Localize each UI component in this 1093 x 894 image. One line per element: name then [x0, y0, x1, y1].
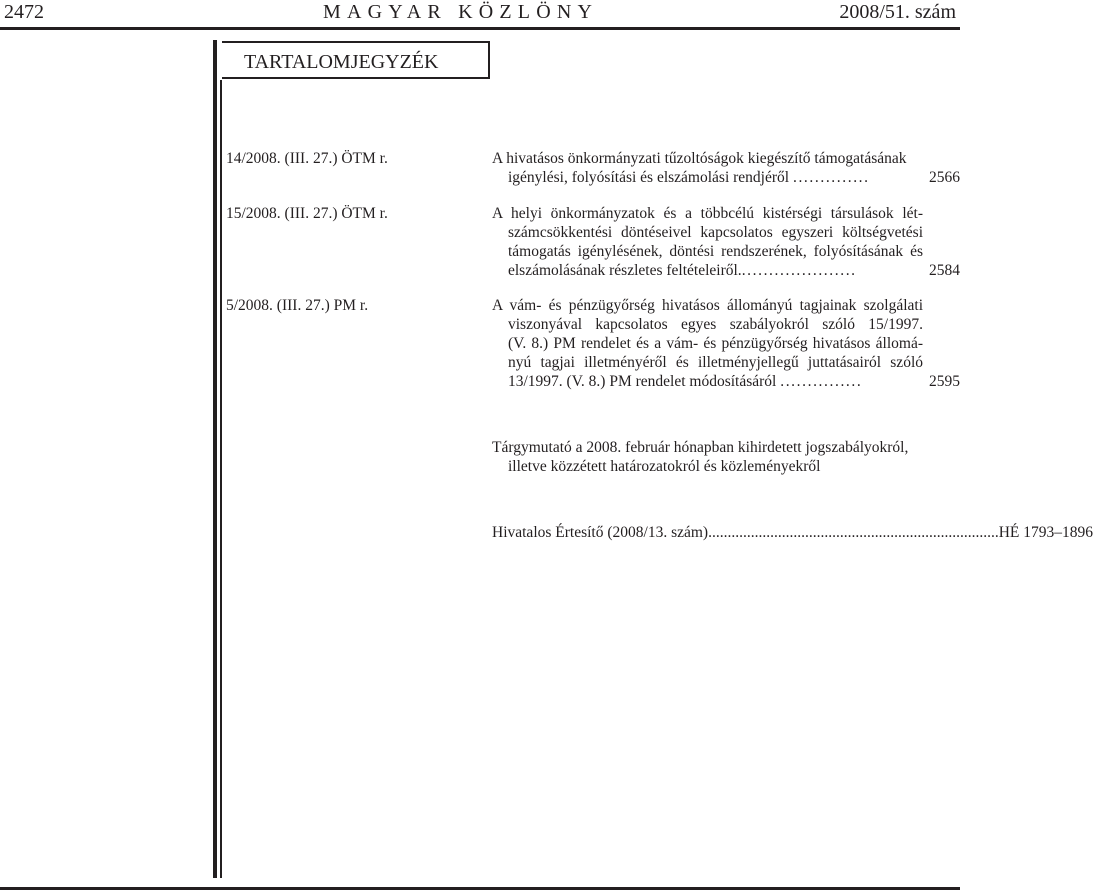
journal-title: MAGYAR KÖZLÖNY — [323, 1, 599, 23]
entry-page-number: 2584 — [929, 262, 960, 279]
entry-line: A vám- és pénzügyőrség hivatásos állományú tagjainak szolgálati — [492, 297, 923, 314]
entry-line: viszonyával kapcsolatos egyes szabályokról szóló 15/1997. — [508, 316, 923, 333]
entry-line: (V. 8.) PM rendelet és a vám- és pénzügyőrség hivatásos állomá- — [508, 335, 923, 352]
header-rule — [0, 27, 960, 30]
leader-dots: ..................... — [741, 262, 857, 279]
subject-index-entry[interactable] — [492, 438, 908, 476]
vertical-rule-thick — [213, 40, 217, 878]
entry-line: igénylési, folyósítási és elszámolási rendjéről .............. — [508, 169, 870, 186]
toc-heading-box — [222, 41, 490, 79]
herald-pages: HÉ 1793–1896 — [998, 524, 1093, 541]
footer-rule — [0, 887, 960, 890]
toc-entry[interactable] — [492, 296, 923, 391]
entry-line: elszámolásának részletes feltételeiről...................... — [508, 262, 857, 279]
entry-line: A helyi önkormányzatok és a többcélú kistérségi társulások lét- — [492, 205, 923, 222]
entry-reference: 15/2008. (III. 27.) ÖTM r. — [226, 205, 388, 222]
page-number: 2472 — [4, 1, 44, 23]
toc-entry[interactable] — [492, 149, 923, 187]
toc-entry[interactable] — [492, 204, 923, 280]
entry-line: A hivatásos önkormányzati tűzoltóságok kiegészítő támogatásának — [492, 150, 907, 167]
entry-reference: 14/2008. (III. 27.) ÖTM r. — [226, 150, 388, 167]
entry-page-number: 2566 — [929, 169, 960, 186]
entry-line: Tárgymutató a 2008. február hónapban kihirdetett jogszabályokról, — [492, 439, 909, 456]
entry-line: számcsökkentési döntéseivel kapcsolatos egyszeri költségvetési — [508, 224, 923, 241]
herald-label: Hivatalos Értesítő (2008/13. szám) — [492, 524, 709, 541]
leader-dots: .............. — [792, 169, 870, 186]
issue-number: 2008/51. szám — [839, 1, 956, 23]
leader-dots: ............... — [780, 373, 863, 390]
entry-line: támogatás igénylésének, döntési rendszerének, folyósításának és — [508, 243, 923, 260]
leader-dots: ........................................................................... — [708, 524, 999, 541]
vertical-rule-thin — [220, 80, 222, 878]
page-header — [0, 0, 960, 26]
entry-line: illetve közzétett határozatokról és közleményekről — [508, 458, 821, 475]
toc-title: TARTALOMJEGYZÉK — [244, 51, 439, 73]
entry-page-number: 2595 — [929, 373, 960, 390]
entry-reference: 5/2008. (III. 27.) PM r. — [226, 297, 369, 314]
entry-line: nyú tagjai illetményéről és illetményjellegű juttatásairól szóló — [508, 354, 923, 371]
official-herald-entry[interactable] — [492, 523, 1093, 542]
entry-line: 13/1997. (V. 8.) PM rendelet módosításáról ............... — [508, 373, 863, 390]
